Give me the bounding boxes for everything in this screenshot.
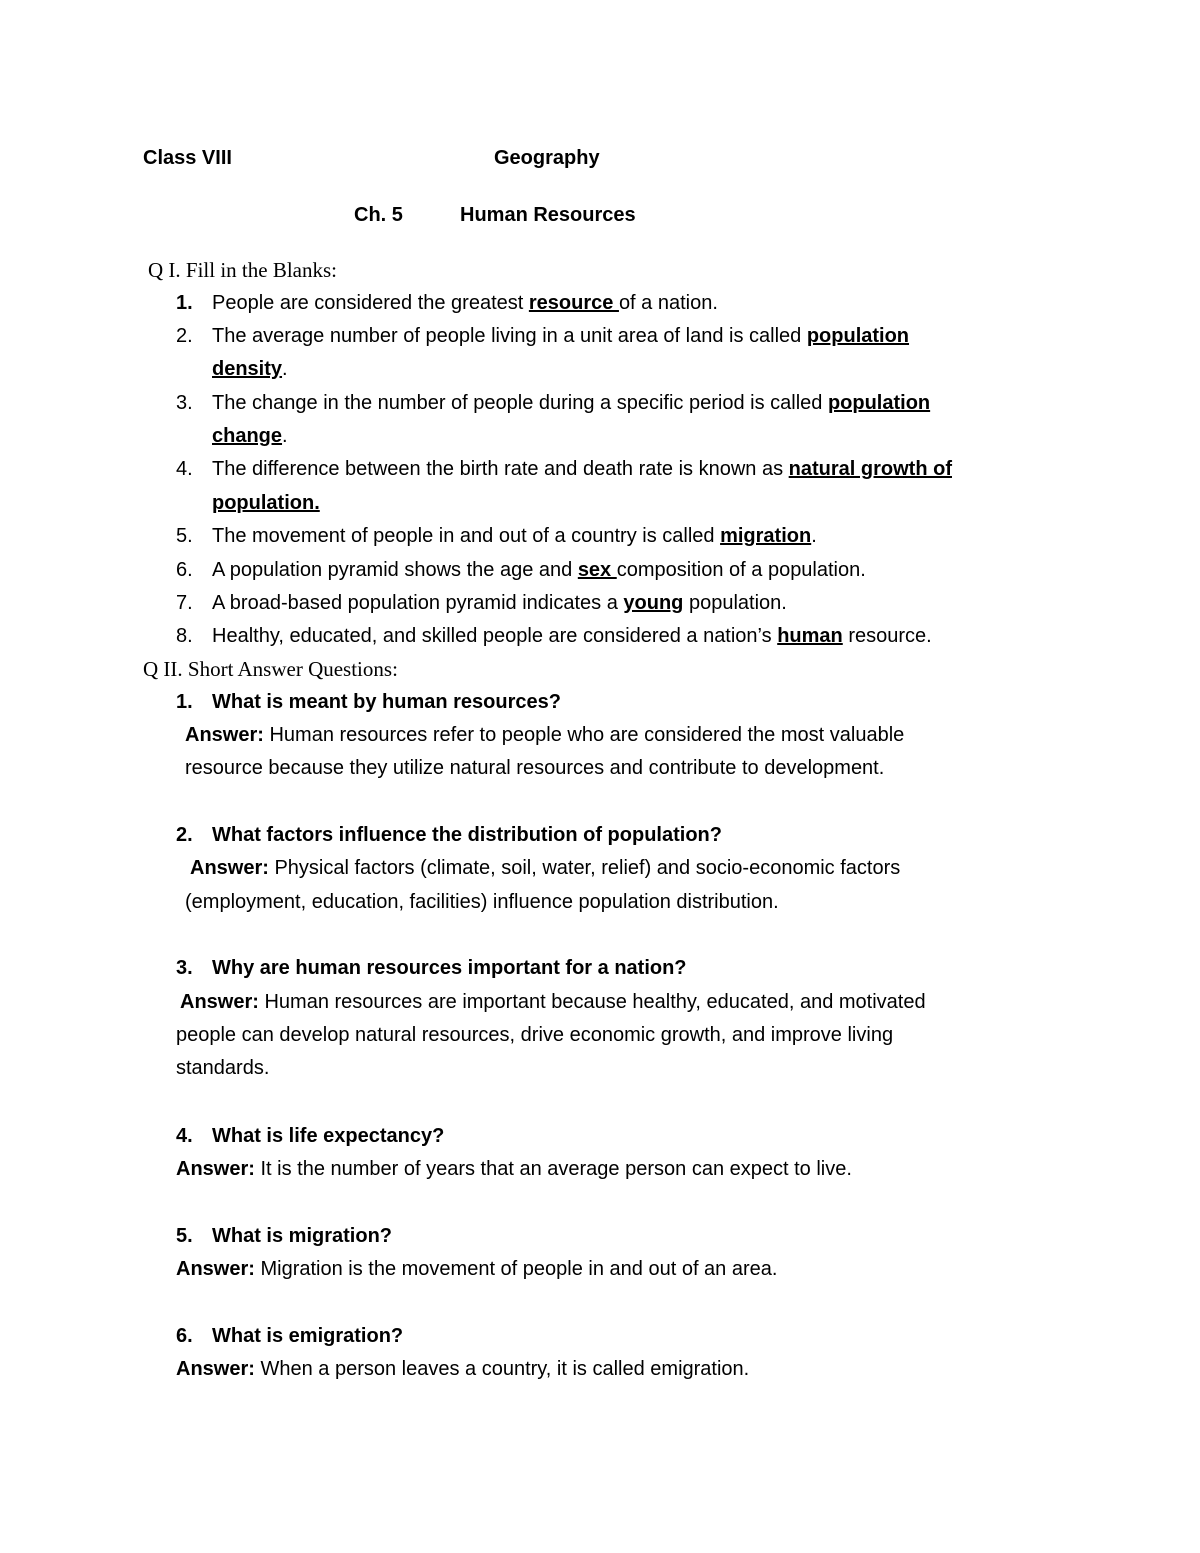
question: 4. What is life expectancy? [176,1125,445,1147]
answer-line: Answer: Physical factors (climate, soil, water, relief) and socio-economic factors [190,857,901,879]
list-item: 2. The average number of people living in a unit area of land is called population [176,325,910,347]
subject-label: Geography [494,147,600,169]
q2-heading: Q II. Short Answer Questions: [143,657,398,681]
question: 6. What is emigration? [176,1325,404,1347]
answer-line: standards. [176,1057,270,1079]
list-item-continuation: population. [212,492,320,514]
answer-line: Answer: Migration is the movement of people in and out of an area. [176,1258,778,1280]
question: 1. What is meant by human resources? [176,691,561,713]
chapter-title: Human Resources [460,204,636,226]
answer-line: people can develop natural resources, drive economic growth, and improve living [176,1024,894,1046]
list-item: 4. The difference between the birth rate and death rate is known as natural growth of [176,458,952,480]
list-item: 5. The movement of people in and out of a country is called migration. [176,525,817,547]
question: 3. Why are human resources important for a nation? [176,957,687,979]
q1-heading: Q I. Fill in the Blanks: [148,258,337,282]
list-item: 1. People are considered the greatest resource of a nation. [176,292,718,314]
answer-line: Answer: Human resources refer to people who are considered the most valuable [185,724,905,746]
list-item-continuation: change. [212,425,288,447]
question: 5. What is migration? [176,1225,392,1247]
answer-line: (employment, education, facilities) influence population distribution. [185,891,779,913]
list-item: 3. The change in the number of people during a specific period is called population [176,392,931,414]
question: 2. What factors influence the distribution of population? [176,824,722,846]
answer-line: Answer: It is the number of years that an average person can expect to live. [176,1158,852,1180]
list-item: 7. A broad-based population pyramid indicates a young population. [176,592,787,614]
answer-line: Answer: When a person leaves a country, it is called emigration. [176,1358,750,1380]
class-label: Class VIII [143,147,232,169]
chapter-number: Ch. 5 [354,204,403,226]
answer-line: Answer: Human resources are important because healthy, educated, and motivated [180,991,926,1013]
list-item-continuation: density. [212,358,288,380]
list-item: 6. A population pyramid shows the age and sex composition of a population. [176,559,866,581]
answer-line: resource because they utilize natural resources and contribute to development. [185,757,885,779]
list-item: 8. Healthy, educated, and skilled people are considered a nation’s human resource. [176,625,932,647]
